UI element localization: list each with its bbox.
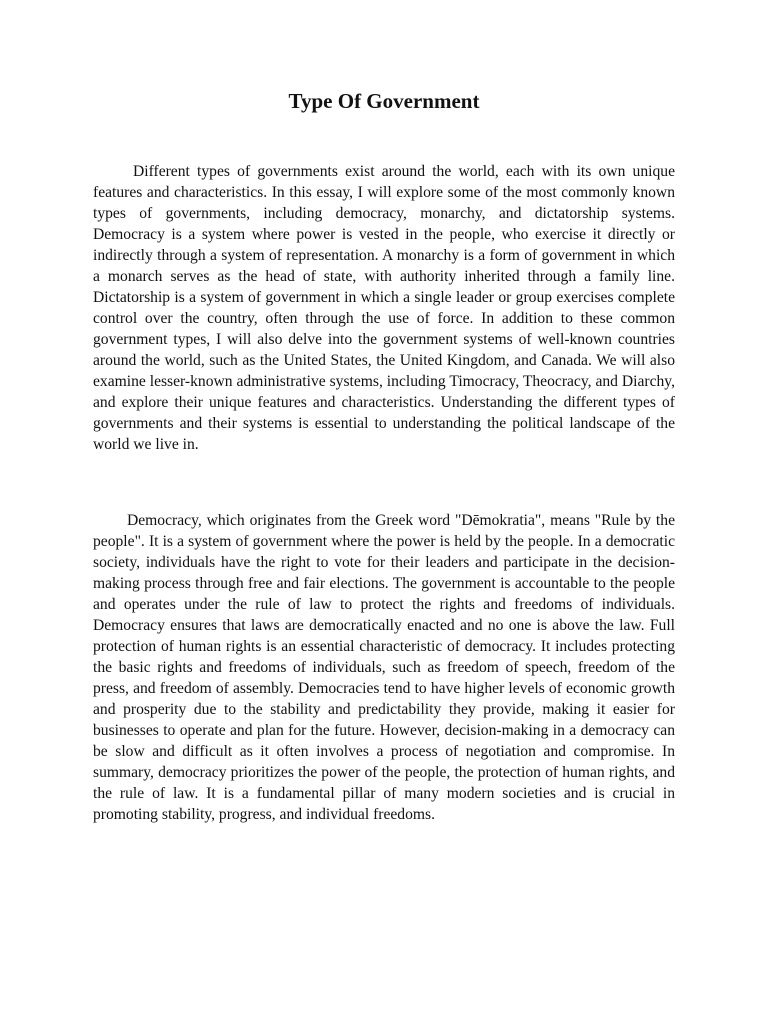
intro-paragraph: Different types of governments exist around the world, each with its own unique features and characteristics. In this essay, I will explore some of the most commonly known types of governments, including democracy, monarchy, and dictatorship systems. Democracy is a system where power is vested in the people, who exercise it directly or indirectly through a system of representation. A monarchy is a form of government in which a monarch serves as the head of state, with authority inherited through a family line. Dictatorship is a system of government in which a single leader or group exercises complete control over the country, often through the use of force. In addition to these common government types, I will also delve into the government systems of well-known countries around the world, such as the United States, the United Kingdom, and Canada. We will also examine lesser-known administrative systems, including Timocracy, Theocracy, and Diarchy, and explore their unique features and characteristics. Understanding the different types of governments and their systems is essential to understanding the political landscape of the world we live in. — [93, 163, 675, 453]
democracy-paragraph: Democracy, which originates from the Greek word "Dēmokratia", means "Rule by the people". It is a system of government where the power is held by the people. In a democratic society, individuals have the right to vote for their leaders and participate in the decision-making process through free and fair elections. The government is accountable to the people and operates under the rule of law to protect the rights and freedoms of individuals. Democracy ensures that laws are democratically enacted and no one is above the law. Full protection of human rights is an essential characteristic of democracy. It includes protecting the basic rights and freedoms of individuals, such as freedom of speech, freedom of the press, and freedom of assembly. Democracies tend to have higher levels of economic growth and prosperity due to the stability and predictability they provide, making it easier for businesses to operate and plan for the future. However, decision-making in a democracy can be slow and difficult as it often involves a process of negotiation and compromise. In summary, democracy prioritizes the power of the people, the protection of human rights, and the rule of law. It is a fundamental pillar of many modern societies and is crucial in promoting stability, progress, and individual freedoms. — [93, 512, 675, 823]
page-title: Type Of Government — [288, 89, 480, 113]
